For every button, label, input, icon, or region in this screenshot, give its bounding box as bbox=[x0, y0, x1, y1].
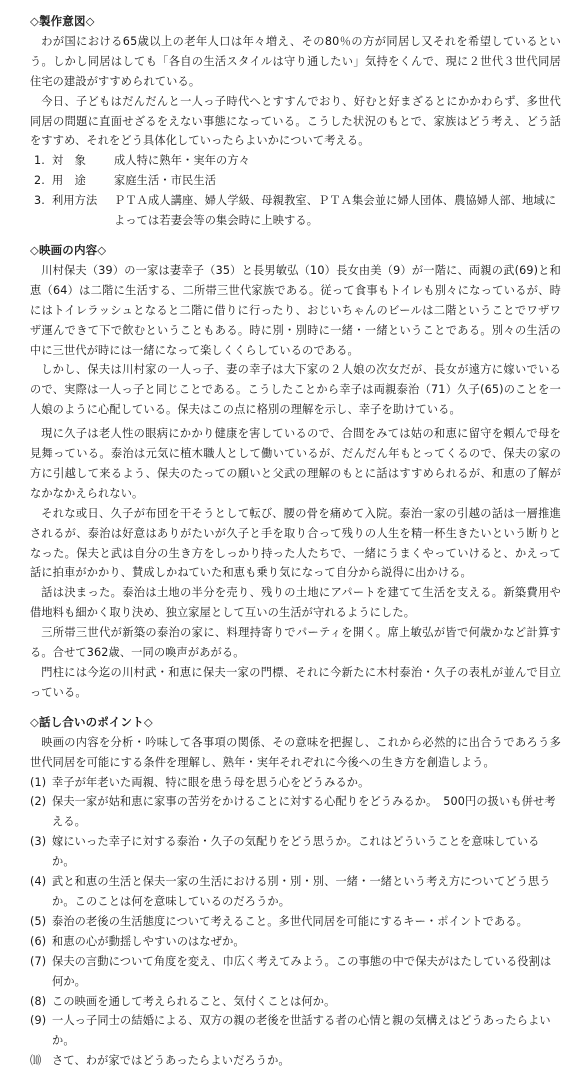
item-number: 1. bbox=[34, 154, 45, 168]
point-text: この映画を通して考えられること、気付くことは何か。 bbox=[52, 994, 336, 1008]
item-value: 成人特に熟年・実年の方々 bbox=[114, 154, 251, 168]
section-spacer bbox=[30, 703, 561, 713]
content-paragraph: 現に久子は老人性の眼病にかかり健康を害しているので、合間をみては姑の和恵に留守を頼んで母を見舞っている。泰治は元気に植木職人として働いているが、だんだん年もとってくるので、保夫の家の方に引越して来るよう、保夫のたっての願いと父武の理解のもとに話はすすめられるが、和恵の了解がなかなかえられない。 bbox=[30, 427, 561, 500]
purpose-item-use bbox=[30, 171, 561, 191]
discussion-point bbox=[30, 773, 561, 793]
point-text: 武と和恵の生活と保夫一家の生活における別・別・別、一緒・一緒という考え方についてどう思うか。このことは何を意味しているのだろうか。 bbox=[52, 875, 551, 908]
discussion-point bbox=[30, 912, 561, 932]
item-value: ＰＴＡ成人講座、婦人学級、母親教室、ＰＴＡ集会並に婦人団体、農協婦人部、地域によっては若妻会等の集会時に上映する。 bbox=[114, 194, 557, 228]
content-paragraph: 門柱には今迄の川村武・和恵に保夫一家の門標、それに今新たに木村泰治・久子の表札が並んで目立っている。 bbox=[30, 666, 561, 699]
content-section bbox=[30, 241, 561, 703]
points-section bbox=[30, 713, 561, 1071]
discussion-point bbox=[30, 872, 561, 912]
point-number: (3) bbox=[30, 835, 47, 849]
point-text: 一人っ子同士の結婚による、双方の親の老後を世話する者の心情と親の気構えはどうあったらよいか。 bbox=[52, 1014, 551, 1048]
point-text: 幸子が年老いた両親、特に眼を患う母を思う心をどうみるか。 bbox=[52, 775, 370, 789]
content-paragraph: 川村保夫（39）の一家は妻幸子（35）と長男敏弘（10）長女由美（9）が一階に、両親の武(69)と和恵（64）は二階に生活する、二所帯三世代家族である。従って食事もトイレも別々になっているが、時にはトイレラッシュとなると二階に借りに行ったり、おじいちゃんのビールは二階ということでワザワザ運んできて下で飲むということもある。時に別・別時に一緒・一緒ということである。別々の生活の中に三世代が時には一緒になって楽しくくらしているのである。 bbox=[30, 263, 561, 357]
point-text: 嫁にいった幸子に対する泰治・久子の気配りをどう思うか。これはどういうことを意味しているか。 bbox=[52, 835, 540, 869]
point-number: (9) bbox=[30, 1014, 47, 1028]
content-paragraph: 話は決まった。泰治は土地の半分を売り、残りの土地にアパートを建てて生活を支える。新築費用や借地料も細かく取り決め、独立家屋として互いの生活が守れるようにした。 bbox=[30, 586, 561, 620]
point-text: 保夫一家が姑和恵に家事の苦労をかけることに対する心配りをどうみるか。 500円の扱いも併せ考える。 bbox=[52, 795, 556, 829]
point-number: ⑽ bbox=[30, 1054, 42, 1068]
item-key: 用 途 bbox=[52, 174, 87, 188]
point-number: (2) bbox=[30, 795, 47, 809]
purpose-heading: ◇製作意図◇ bbox=[30, 14, 95, 28]
item-number: 2. bbox=[34, 174, 45, 188]
discussion-point bbox=[30, 1011, 561, 1051]
point-number: (7) bbox=[30, 954, 47, 968]
discussion-point bbox=[30, 992, 561, 1012]
points-heading: ◇話し合いのポイント◇ bbox=[30, 714, 153, 729]
point-text: 泰治の老後の生活態度について考えること。多世代同居を可能にするキー・ポイントである。 bbox=[52, 914, 528, 928]
item-value: 家庭生活・市民生活 bbox=[114, 174, 217, 188]
point-number: (1) bbox=[30, 775, 47, 789]
point-number: (6) bbox=[30, 934, 47, 948]
content-paragraph: しかし、保夫は川村家の一人っ子、妻の幸子は大下家の２人娘の次女だが、長女が遠方に嫁いでいるので、実際は一人っ子と同じことである。こうしたことから幸子は両親泰治（71）久子(65)のことを一人娘のように心配している。保夫はこの点に格別の理解を示し、幸子を助けている。 bbox=[30, 363, 561, 417]
discussion-point bbox=[30, 792, 561, 832]
purpose-item-target bbox=[30, 151, 561, 171]
purpose-paragraph: 今日、子どもはだんだんと一人っ子時代へとすすんでおり、好むと好まざるとにかかわらず、多世代同居の問題に直面せざるをえない事態になっている。こうした状況のもとで、家族はどう考え、どう話をすすめ、それをどう具体化していったらよいかについて考える。 bbox=[30, 94, 561, 148]
points-intro: 映画の内容を分析・吟味して各事項の関係、その意味を把握し、これから必然的に出合うであろう多世代同居を可能にする条件を理解し、熟年・実年それぞれに今後への生き方を創造しよう。 bbox=[30, 735, 561, 769]
section-spacer bbox=[30, 231, 561, 241]
purpose-section bbox=[30, 12, 561, 231]
content-heading: ◇映画の内容◇ bbox=[30, 242, 107, 257]
point-number: (5) bbox=[30, 914, 47, 928]
item-number: 3. bbox=[34, 194, 45, 208]
point-number: (8) bbox=[30, 994, 47, 1008]
point-text: 和恵の心が動揺しやすいのはなぜか。 bbox=[52, 934, 245, 948]
discussion-point bbox=[30, 1051, 561, 1071]
discussion-point bbox=[30, 952, 561, 992]
item-key: 利用方法 bbox=[52, 194, 98, 208]
purpose-item-method bbox=[30, 191, 561, 231]
content-paragraph: 三所帯三世代が新築の泰治の家に、料理持寄りでパーティを開く。席上敏弘が皆で何歳かなど計算する。合せて362歳、一同の喚声があがる。 bbox=[30, 626, 561, 660]
discussion-point bbox=[30, 932, 561, 952]
content-paragraph: それな或日、久子が布団を干そうとして転び、腰の骨を痛めて入院。泰治一家の引越の話は一層推進されるが、泰治は好意はありがたいが久子と手を取り合って残りの人生を精一杯生きたいという断りとなった。保夫と武は自分の生き方をしっかり持った人たちで、一緒にうまくやっていけると、かえって話に拍車がかかり、賛成しかねていた和恵も乗り気になって自分から説得に出かける。 bbox=[30, 506, 561, 580]
purpose-paragraph: わが国における65歳以上の老年人口は年々増え、その80％の方が同居し又それを希望しているという。しかし同居はしても「各自の生活スタイルは守り通したい」気持をくんで、現に２世代３世代同居住宅の建設がすすめられている。 bbox=[30, 34, 561, 88]
discussion-point bbox=[30, 832, 561, 872]
point-text: 保夫の言動について角度を変え、巾広く考えてみよう。この事態の中で保夫がはたしている役割は何か。 bbox=[52, 954, 552, 988]
point-number: (4) bbox=[30, 875, 47, 889]
item-key: 対 象 bbox=[52, 154, 87, 168]
point-text: さて、わが家ではどうあったらよいだろうか。 bbox=[52, 1054, 290, 1068]
